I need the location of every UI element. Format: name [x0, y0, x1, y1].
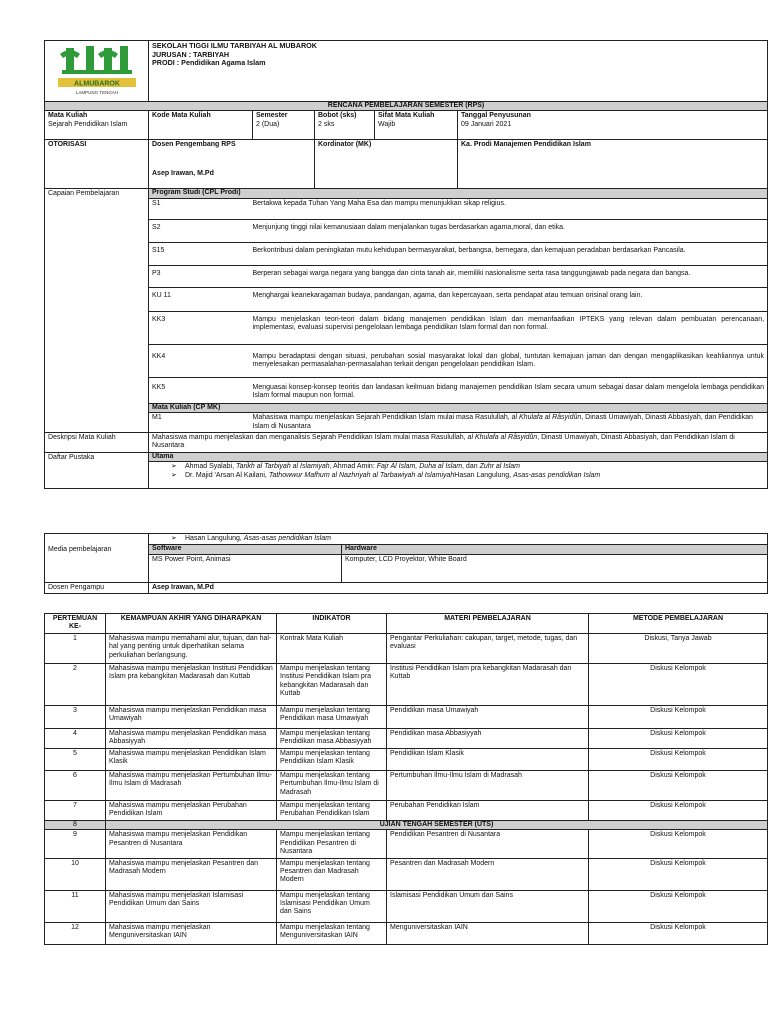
row-number: 8 — [45, 821, 106, 830]
department-name: JURUSAN : TARBIYAH — [152, 49, 230, 59]
software-value: MS Power Point, Animasi — [149, 554, 342, 582]
schedule-table — [44, 613, 768, 945]
row-materi: Islamisasi Pendidikan Umum dan Sains — [387, 890, 589, 922]
row-materi: Pendidikan masa Abbasiyyah — [387, 729, 589, 749]
row-kemampuan: Mahasiswa mampu menjelaskan Institusi Pendidikan Islam pra kebangkitan Madarasah dan Kuttab — [106, 664, 277, 706]
logo-cell — [45, 41, 149, 102]
deskripsi-label: Deskripsi Mata Kuliah — [45, 432, 149, 452]
row-materi: Pesantren dan Madrasah Modern — [387, 858, 589, 890]
cp-mk-text: Mahasiswa mampu menjelaskan Sejarah Pendidikan Islam mulai masa Rasulullah, al Khulafa al Râsyidûn, Dinasti Umawiyah, Dinasti Abbasiyah, dan Pendidikan Islam di Nusantara — [253, 413, 768, 433]
hardware-value: Komputer, LCD Proyektor, White Board — [342, 554, 768, 582]
row-number: 11 — [45, 890, 106, 922]
logo-name: ALMUBAROK — [73, 80, 120, 88]
cpl-text: Berkontribusi dalam peningkatan mutu kehidupan bermasyarakat, berbangsa, bernegara, dan kemajuan peradaban berdasarkan Pancasila. — [253, 242, 768, 265]
cpl-text: Menghargai keanekaragaman budaya, pandangan, agama, dan kepercayaan, serta pendapat atau temuan orisinal orang lain. — [253, 287, 768, 311]
row-kemampuan: Mahasiswa mampu menjelaskan Pertumbuhan Ilmu-Ilmu Islam di Madrasah — [106, 771, 277, 801]
cpl-text: Mampu menjelaskan teori-teori dalam bidang manajemen pendidikan Islam dan memanfaatkan IPTEKS yang relevan dalam pembuatan perencanaan, implementasi, evaluasi supervisi pengelolaan lembaga pendidikan Islam formal dan non formal. — [253, 311, 768, 344]
dosen-pengembang-name: Asep Irawan, M.Pd — [152, 170, 214, 178]
table-row — [45, 801, 768, 821]
row-metode: Diskusi Kelompok — [589, 922, 768, 944]
row-metode: Diskusi Kelompok — [589, 890, 768, 922]
row-indikator: Mampu menjelaskan tentang Pendidikan Islam Klasik — [277, 749, 387, 771]
semester-label: Semester — [256, 112, 288, 120]
row-materi: Pendidikan Islam Klasik — [387, 749, 589, 771]
row-indikator: Mampu menjelaskan tentang Pesantren dan Madrasah Modern — [277, 858, 387, 890]
cpl-text: Menjunjung tinggi nilai kemanusiaan dalam menjalankan tugas berdasarkan agama,moral, dan etika. — [253, 219, 768, 242]
cpl-code: S2 — [149, 219, 253, 242]
row-number: 12 — [45, 922, 106, 944]
semester-value: 2 (Dua) — [256, 120, 280, 128]
row-number: 2 — [45, 664, 106, 706]
cpl-text: Berperan sebagai warga negara yang bangga dan cinta tanah air, memiliki nasionalisme serta rasa tanggungjawab pada negara dan bangsa. — [253, 265, 768, 287]
pustaka-utama-header: Utama — [149, 452, 768, 461]
pustaka-item: ➢ Ahmad Syalabi, Tarikh al Tarbiyah al Islamiyah, Ahmad Amin: Fajr Al Islam, Duha al Islam, dan Zuhr al Islam — [171, 463, 521, 471]
mata-kuliah-value: Sejarah Pendidikan Islam — [48, 120, 128, 128]
table-row — [45, 771, 768, 801]
table-row — [45, 858, 768, 890]
row-kemampuan: Mahasiswa mampu menjelaskan Perubahan Pendidikan Islam — [106, 801, 277, 821]
kode-label: Kode Mata Kuliah — [152, 112, 211, 120]
hardware-label: Hardware — [342, 545, 768, 554]
cpl-code: P3 — [149, 265, 253, 287]
capaian-label: Capaian Pembelajaran — [45, 189, 149, 433]
institution-name: SEKOLAH TIGGI ILMU TARBIYAH AL MUBAROK — [152, 41, 317, 50]
row-kemampuan: Mahasiswa mampu menjelaskan Pendidikan masa Umawiyah — [106, 706, 277, 729]
row-number: 1 — [45, 634, 106, 664]
row-kemampuan: Mahasiswa mampu menjelaskan Pendidikan masa Abbasiyyah — [106, 729, 277, 749]
row-kemampuan: Mahasiswa mampu menjelaskan Islamisasi Pendidikan Umum dan Sains — [106, 890, 277, 922]
row-materi: Pengantar Perkuliahan: cakupan, target, metode, tugas, dan evaluasi — [387, 634, 589, 664]
row-metode: Diskusi, Tanya Jawab — [589, 634, 768, 664]
pustaka-label: Daftar Pustaka — [45, 452, 149, 488]
row-metode: Diskusi Kelompok — [589, 706, 768, 729]
row-number: 6 — [45, 771, 106, 801]
table-row — [45, 890, 768, 922]
tanggal-value: 09 Januari 2021 — [461, 120, 512, 128]
table-row — [45, 634, 768, 664]
sifat-value: Wajib — [378, 120, 396, 128]
otorisasi-label: OTORISASI — [45, 140, 149, 189]
schedule-header: METODE PEMBELAJARAN — [589, 614, 768, 634]
bobot-value: 2 sks — [318, 120, 335, 128]
cpl-text: Menguasai konsep-konsep teoritis dan landasan keilmuan bidang manajemen pendidikan Islam secara umum sebagai dasar dalam mengelola lembaga pendidikan Islam formal maupun non formal. — [253, 377, 768, 403]
schedule-header: PERTEMUAN KE- — [45, 614, 106, 634]
row-number: 3 — [45, 706, 106, 729]
media-label: Media pembelajaran — [45, 545, 149, 582]
row-materi: Menguniversitaskan IAIN — [387, 922, 589, 944]
row-materi: Pertumbuhan Ilmu-Ilmu Islam di Madrasah — [387, 771, 589, 801]
logo-subtitle: LAMPUNG TENGAH — [75, 90, 118, 95]
pustaka-list — [149, 462, 768, 489]
cp-mk-header: Mata Kuliah (CP MK) — [149, 403, 768, 412]
table-row — [45, 749, 768, 771]
rps-main-table — [44, 40, 768, 489]
row-metode: Diskusi Kelompok — [589, 729, 768, 749]
table-row — [45, 830, 768, 858]
dosen-pengembang-label: Dosen Pengembang RPS — [152, 141, 236, 149]
cpl-code: KU 11 — [149, 287, 253, 311]
pengampu-label: Dosen Pengampu — [45, 582, 149, 593]
table-row — [45, 729, 768, 749]
rps-continuation-table — [44, 533, 768, 594]
row-materi: Institusi Pendidikan Islam pra kebangkitan Madarasah dan Kuttab — [387, 664, 589, 706]
cpl-prodi-header: Program Studi (CPL Prodi) — [149, 189, 768, 198]
row-materi: Pendidikan Pesantren di Nusantara — [387, 830, 589, 858]
row-indikator: Kontrak Mata Kuliah — [277, 634, 387, 664]
row-metode: Diskusi Kelompok — [589, 749, 768, 771]
row-materi: Pendidikan masa Umawiyah — [387, 706, 589, 729]
cpl-code: S1 — [149, 198, 253, 219]
mata-kuliah-label: Mata Kuliah — [48, 112, 88, 120]
row-kemampuan: Mahasiswa mampu menjelaskan Pendidikan Pesantren di Nusantara — [106, 830, 277, 858]
cp-mk-code: M1 — [149, 413, 253, 433]
row-number: 7 — [45, 801, 106, 821]
row-materi: Perubahan Pendidikan Islam — [387, 801, 589, 821]
sifat-label: Sifat Mata Kuliah — [378, 112, 435, 120]
row-indikator: Mampu menjelaskan tentang Menguniversitaskan IAIN — [277, 922, 387, 944]
cpl-text: Mampu beradaptasi dengan situasi, perubahan sosial masyarakat lokal dan global, tuntutan kemajuan jaman dan dengan mengaplikasikan keahliannya untuk menyelesaikan permasalahan-permasalahan terkait dengan pengelolaan pendidikan Islam. — [253, 344, 768, 377]
row-indikator: Mampu menjelaskan tentang Pendidikan Pesantren di Nusantara — [277, 830, 387, 858]
row-kemampuan: Mahasiswa mampu menjelaskan Menguniversitaskan IAIN — [106, 922, 277, 944]
institution-logo — [52, 44, 142, 98]
row-metode: Diskusi Kelompok — [589, 664, 768, 706]
row-number: 4 — [45, 729, 106, 749]
deskripsi-text: Mahasiswa mampu menjelaskan dan menganalisis Sejarah Pendidikan Islam mulai masa Rasulullah, al Khulafa al Râsyidûn, Dinasti Umawiyah, Dinasti Abbasiyah, dan Pendidikan Islam di Nusantara — [149, 432, 768, 452]
pustaka-item: ➢ Hasan Langulung, Asas-asas pendidikan Islam — [149, 534, 768, 545]
row-number: 5 — [45, 749, 106, 771]
row-number: 10 — [45, 858, 106, 890]
row-metode: Diskusi Kelompok — [589, 830, 768, 858]
schedule-header: KEMAMPUAN AKHIR YANG DIHARAPKAN — [106, 614, 277, 634]
table-row — [45, 664, 768, 706]
row-kemampuan: Mahasiswa mampu menjelaskan Pendidikan Islam Klasik — [106, 749, 277, 771]
cpl-text: Bertakwa kepada Tuhan Yang Maha Esa dan mampu menunjukkan sikap religius. — [253, 198, 768, 219]
bobot-label: Bobot (sks) — [318, 112, 357, 120]
table-row — [45, 922, 768, 944]
row-indikator: Mampu menjelaskan tentang Pendidikan masa Umawiyah — [277, 706, 387, 729]
row-kemampuan: Mahasiswa mampu menjelaskan Pesantren dan Madrasah Modern — [106, 858, 277, 890]
cpl-code: KK3 — [149, 311, 253, 344]
schedule-header: MATERI PEMBELAJARAN — [387, 614, 589, 634]
table-row — [45, 706, 768, 729]
row-kemampuan: Mahasiswa mampu memahami alur, tujuan, dan hal-hal yang penting untuk diperhatikan selama perkuliahan berlangsung. — [106, 634, 277, 664]
kaprodi-label: Ka. Prodi Manajemen Pendidikan Islam — [458, 140, 768, 189]
tanggal-label: Tanggal Penyusunan — [461, 112, 531, 120]
cpl-code: KK4 — [149, 344, 253, 377]
row-indikator: Mampu menjelaskan tentang Pertumbuhan Ilmu-Ilmu Islam di Madrasah — [277, 771, 387, 801]
row-indikator: Mampu menjelaskan tentang Islamisasi Pendidikan Umum dan Sains — [277, 890, 387, 922]
row-indikator: Mampu menjelaskan tentang Pendidikan masa Abbasiyyah — [277, 729, 387, 749]
pengampu-value: Asep Irawan, M.Pd — [149, 582, 768, 593]
row-number: 9 — [45, 830, 106, 858]
row-indikator: Mampu menjelaskan tentang Institusi Pendidikan Islam pra kebangkitan Madarasah dan Kuttab — [277, 664, 387, 706]
row-indikator: Mampu menjelaskan tentang Perubahan Pendidikan Islam — [277, 801, 387, 821]
cpl-code: KK5 — [149, 377, 253, 403]
document-title: RENCANA PEMBELAJARAN SEMESTER (RPS) — [45, 102, 768, 111]
row-metode: Diskusi Kelompok — [589, 771, 768, 801]
cpl-code: S15 — [149, 242, 253, 265]
uts-row — [45, 821, 768, 830]
pustaka-item: ➢ Dr. Majid 'Arsan Al Kailani, Tathowwur Mafhum al Nazhriyah al Tarbawiyah al IslamiyahHasan Langulung, Asas-asas pendidikan Islam — [171, 471, 601, 479]
program-name: PRODI : Pendidikan Agama Islam — [152, 58, 266, 68]
row-metode: Diskusi Kelompok — [589, 801, 768, 821]
uts-label: UJIAN TENGAH SEMESTER (UTS) — [106, 821, 768, 830]
koordinator-label: Kordinator (MK) — [315, 140, 458, 189]
schedule-header: INDIKATOR — [277, 614, 387, 634]
row-metode: Diskusi Kelompok — [589, 858, 768, 890]
software-label: Software — [149, 545, 342, 554]
